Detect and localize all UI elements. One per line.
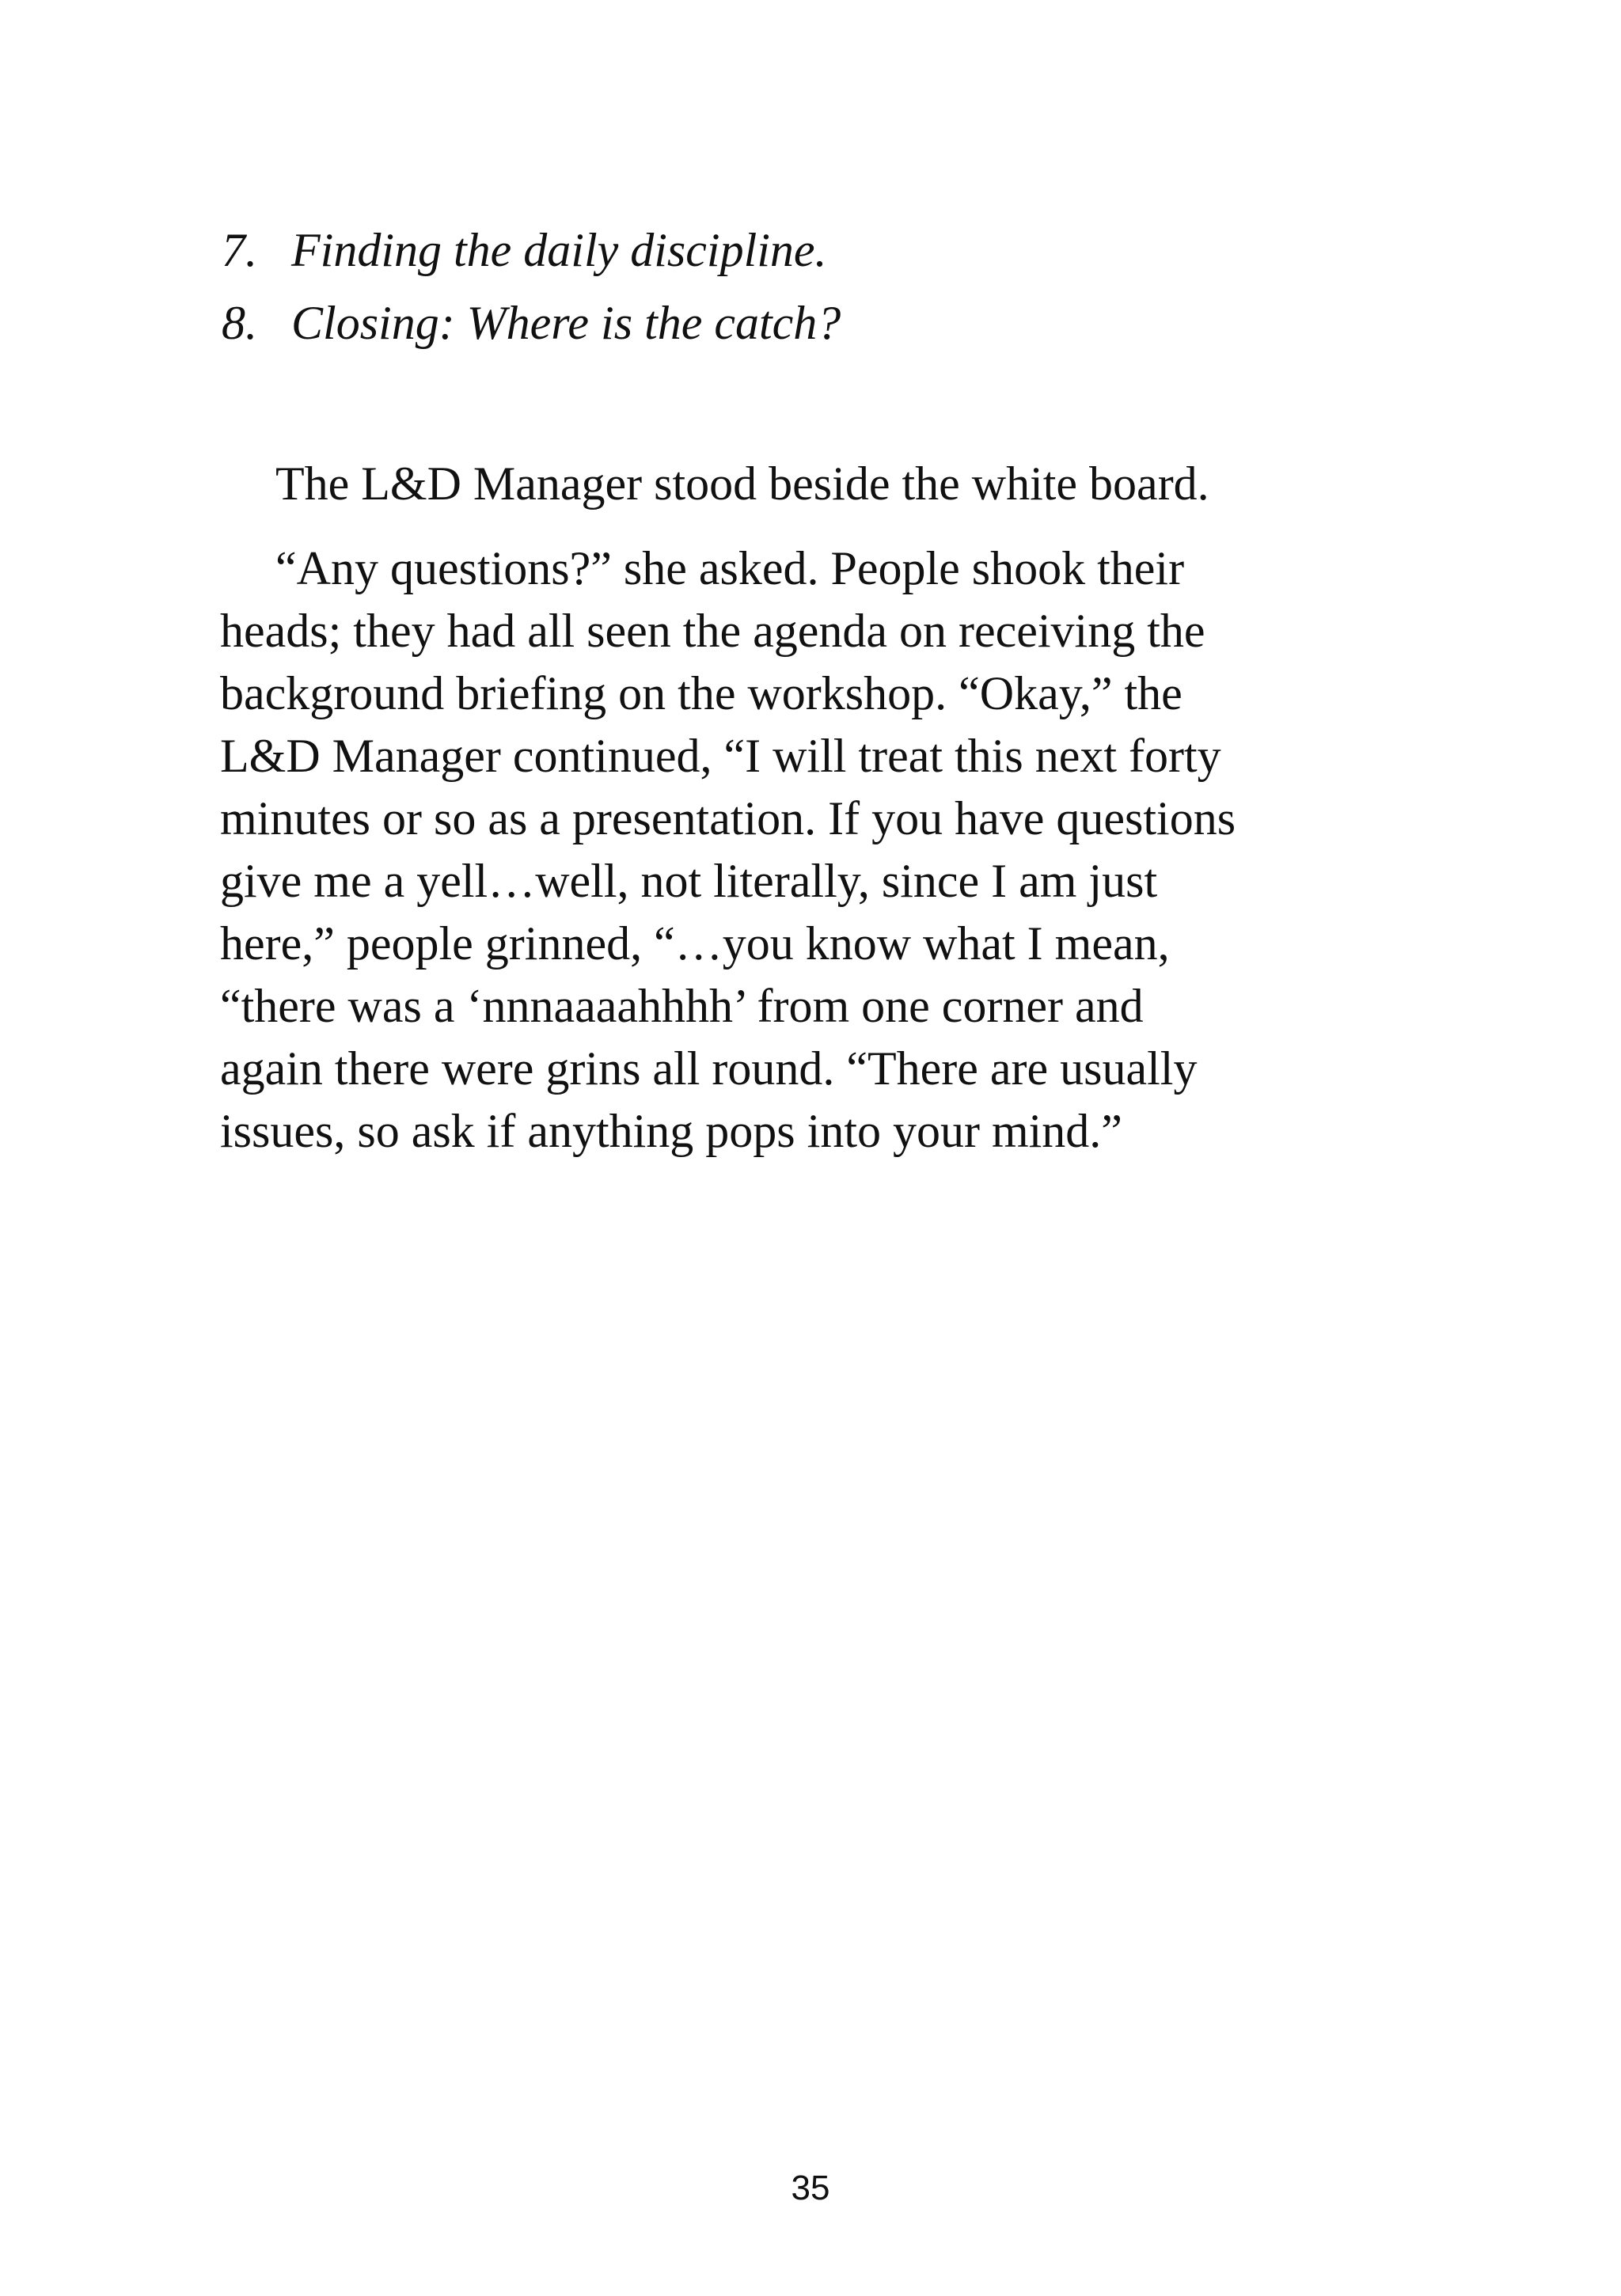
paragraph-dialogue: [220, 537, 1415, 1163]
agenda-item-text: Finding the daily discipline.: [291, 224, 827, 276]
agenda-item-text: Closing: Where is the catch?: [291, 297, 841, 349]
paragraph-line: background briefing on the workshop. “Okay,” the: [220, 667, 1183, 719]
agenda-item-number: 7.: [222, 224, 257, 276]
paragraph-line: minutes or so as a presentation. If you have questions: [220, 792, 1236, 844]
page-number: 35: [791, 2169, 830, 2207]
paragraph-line: again there were grins all round. “There are usually: [220, 1042, 1198, 1095]
paragraph-line: give me a yell…well, not literally, since I am just: [220, 855, 1158, 907]
paragraph-line: heads; they had all seen the agenda on receiving the: [220, 605, 1205, 657]
agenda-item: [222, 287, 1409, 359]
agenda-item: [222, 214, 1409, 287]
agenda-list: [222, 214, 1409, 359]
paragraph-line: issues, so ask if anything pops into your mind.”: [220, 1105, 1122, 1157]
paragraph-line: L&D Manager continued, “I will treat this next forty: [220, 730, 1221, 782]
paragraph-line: here,” people grinned, “…you know what I mean,: [220, 917, 1170, 970]
paragraph-line: “Any questions?” she asked. People shook their: [275, 542, 1185, 594]
body-text: [220, 453, 1415, 1163]
agenda-item-number: 8.: [222, 297, 257, 349]
paragraph-line: “there was a ‘nnnaaaahhhh’ from one corner and: [220, 980, 1144, 1032]
paragraph-intro: The L&D Manager stood beside the white board.: [275, 457, 1209, 510]
